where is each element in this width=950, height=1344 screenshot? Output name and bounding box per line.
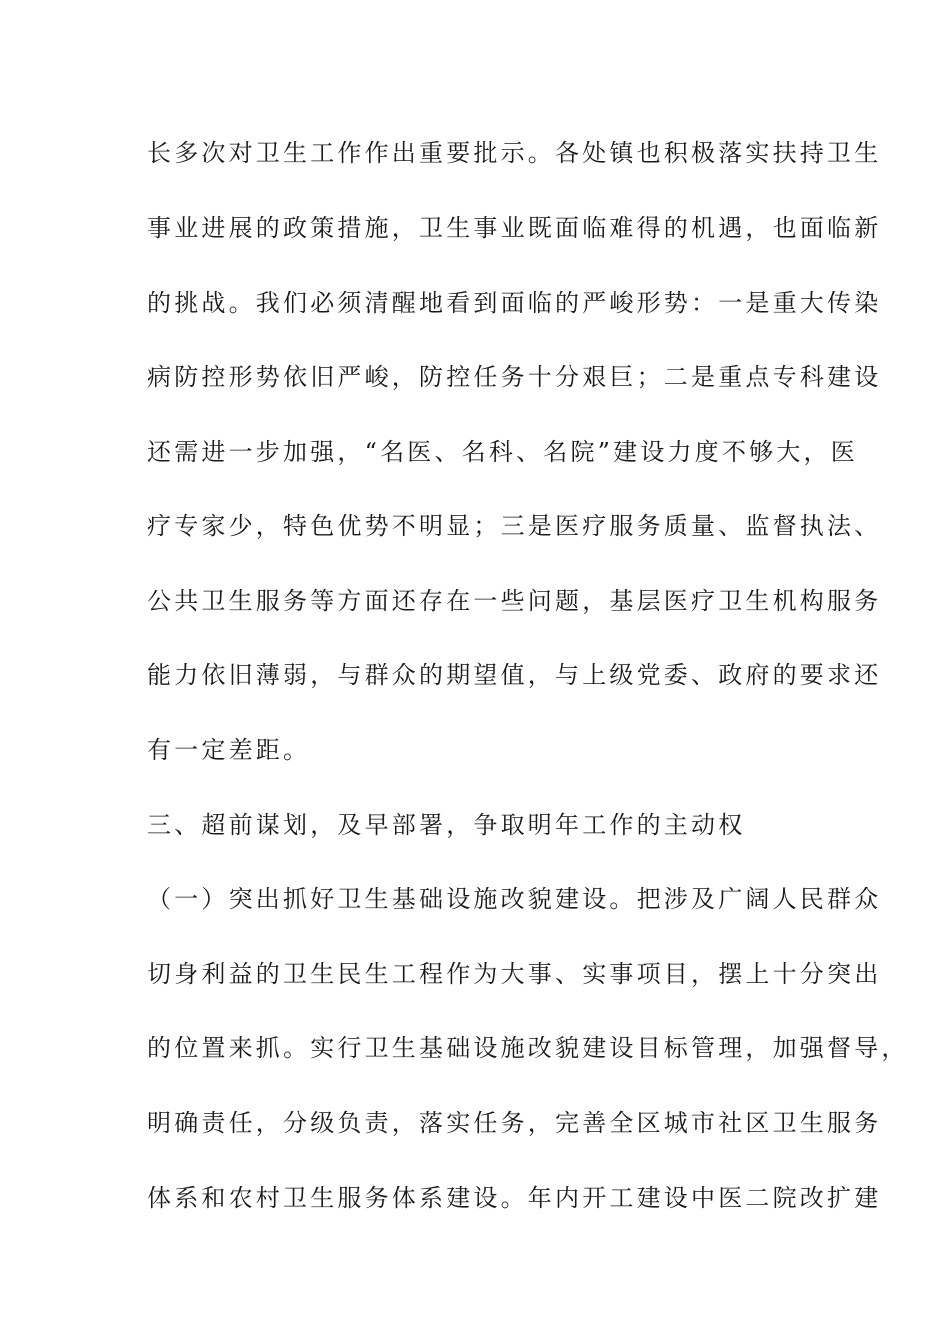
text-line-13: 的位置来抓。实行卫生基础设施改貌建设目标管理，加强督导， (147, 1034, 909, 1062)
text-line-15: 体系和农村卫生服务体系建设。年内开工建设中医二院改扩建 (147, 1184, 882, 1212)
text-line-9: 有一定差距。 (147, 736, 311, 764)
section-heading: 三、超前谋划，及早部署，争取明年工作的主动权 (147, 811, 746, 839)
text-line-14: 明确责任，分级负责，落实任务，完善全区城市社区卫生服务 (147, 1109, 882, 1137)
text-line-3: 的挑战。我们必须清醒地看到面临的严峻形势：一是重大传染 (147, 289, 882, 317)
text-line-12: 切身利益的卫生民生工程作为大事、实事项目，摆上十分突出 (147, 960, 882, 988)
text-line-8: 能力依旧薄弱，与群众的期望值，与上级党委、政府的要求还 (147, 661, 882, 689)
text-line-7: 公共卫生服务等方面还存在一些问题，基层医疗卫生机构服务 (147, 587, 882, 615)
text-line-4: 病防控形势依旧严峻，防控任务十分艰巨；二是重点专科建设 (147, 363, 882, 391)
text-line-1: 长多次对卫生工作作出重要批示。各处镇也积极落实扶持卫生 (147, 139, 882, 167)
text-line-2: 事业进展的政策措施，卫生事业既面临难得的机遇，也面临新 (147, 214, 882, 242)
text-line-5: 还需进一步加强，“名医、名科、名院”建设力度不够大，医 (147, 438, 858, 466)
text-line-6: 疗专家少，特色优势不明显；三是医疗服务质量、监督执法、 (147, 512, 882, 540)
text-line-11: （一）突出抓好卫生基础设施改貌建设。把涉及广阔人民群众 (147, 885, 882, 913)
